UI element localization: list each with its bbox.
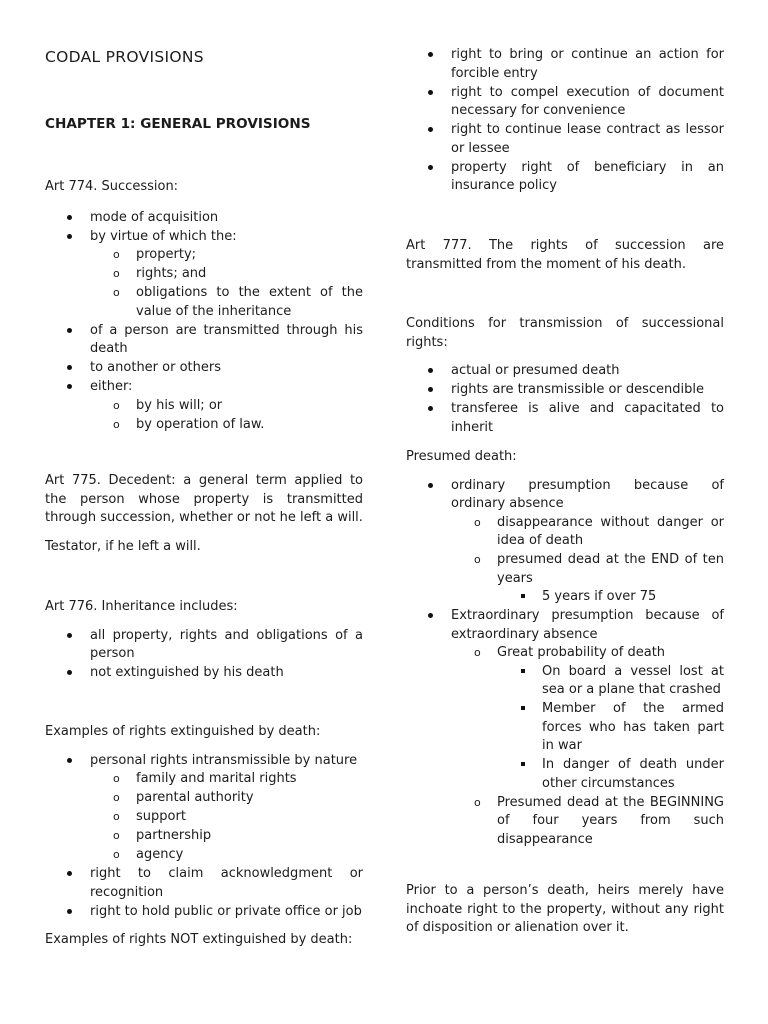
art-774-section: [45, 178, 363, 435]
list-item: ordinary presumption because of ordinary absence o disappearance without danger or idea of death o presumed dead at the END of ten years 5 years if over 75: [406, 477, 724, 607]
closing-text: Prior to a person’s death, heirs merely have inchoate right to the property, without any right of disposition or alienation over it.: [406, 883, 724, 935]
list-item: o presumed dead at the END of ten years 5 years if over 75: [451, 551, 724, 607]
list-item: right to continue lease contract as lessor or lessee: [406, 121, 724, 158]
document-heading: CODAL PROVISIONS: [45, 48, 204, 66]
list-item: o by operation of law.: [90, 416, 363, 435]
list-item: o property;: [90, 246, 363, 265]
list-item: actual or presumed death: [406, 362, 724, 381]
list-item: rights are transmissible or descendible: [406, 381, 724, 400]
rights-not-extinguished-list: [406, 46, 724, 196]
list-item: Extraordinary presumption because of extraordinary absence o Great probability of death On board a vessel lost at sea or a plane that crashed Member of the armed forces who has taken part in war In danger of death under other circumstances o Presumed dead at the BEGINNING of four years from such disappearance: [406, 607, 724, 849]
art-776-section: [45, 598, 363, 683]
list-item: o rights; and: [90, 265, 363, 284]
rights-not-extinguished-title: Examples of rights NOT extinguished by death:: [45, 932, 353, 947]
chapter-heading: CHAPTER 1: GENERAL PROVISIONS: [45, 116, 311, 132]
rights-not-extinguished-title-block: [45, 931, 363, 950]
conditions-title: Conditions for transmission of successional rights:: [406, 316, 724, 350]
art-776-title: Art 776. Inheritance includes:: [45, 599, 238, 614]
list-item: o parental authority: [90, 789, 363, 808]
presumed-death-title: Presumed death:: [406, 449, 517, 464]
list-item: o Great probability of death On board a vessel lost at sea or a plane that crashed Member of the armed forces who has taken part in war In danger of death under other circumstances: [451, 644, 724, 793]
list-item: property right of beneficiary in an insurance policy: [406, 159, 724, 196]
list-item: o family and marital rights: [90, 770, 363, 789]
list-item: o by his will; or: [90, 397, 363, 416]
list-item: o obligations to the extent of the value of the inheritance: [90, 284, 363, 321]
list-item: 5 years if over 75: [497, 588, 724, 607]
art-774-title: Art 774. Succession:: [45, 179, 179, 194]
testator-text: Testator, if he left a will.: [45, 538, 201, 554]
list-item: personal rights intransmissible by nature o family and marital rights o parental authority o support o partnership o agency: [45, 752, 363, 865]
list-item: all property, rights and obligations of a person: [45, 627, 363, 664]
conditions-section: [406, 315, 724, 438]
art-774-list: [45, 209, 363, 435]
list-item: not extinguished by his death: [45, 664, 363, 683]
list-item: In danger of death under other circumstances: [497, 756, 724, 793]
rights-extinguished-title: Examples of rights extinguished by death:: [45, 724, 321, 739]
list-item: o disappearance without danger or idea of death: [451, 514, 724, 551]
art-777-text: Art 777. The rights of succession are transmitted from the moment of his death.: [406, 238, 724, 272]
list-item: transferee is alive and capacitated to inherit: [406, 400, 724, 437]
list-item: On board a vessel lost at sea or a plane that crashed: [497, 663, 724, 700]
art-775-text: Art 775. Decedent: a general term applied to the person whose property is transmitted through succession, whether or not he left a will.: [45, 473, 363, 525]
list-item: right to hold public or private office or job: [45, 903, 363, 922]
art-777-section: [406, 237, 724, 274]
closing-section: [406, 882, 724, 938]
list-item: mode of acquisition: [45, 209, 363, 228]
list-item: right to compel execution of document necessary for convenience: [406, 84, 724, 121]
art-775-section: [45, 472, 363, 556]
rights-extinguished-section: [45, 723, 363, 922]
list-item: either: o by his will; or o by operation of law.: [45, 378, 363, 434]
list-item: right to bring or continue an action for forcible entry: [406, 46, 724, 83]
list-item: o support: [90, 808, 363, 827]
list-item: Member of the armed forces who has taken part in war: [497, 700, 724, 756]
list-item: by virtue of which the: o property; o rights; and o obligations to the extent of the value of the inheritance: [45, 228, 363, 322]
list-item: right to claim acknowledgment or recognition: [45, 865, 363, 902]
presumed-death-section: [406, 448, 724, 850]
list-item: to another or others: [45, 359, 363, 378]
list-item: of a person are transmitted through his death: [45, 322, 363, 359]
list-item: o Presumed dead at the BEGINNING of four years from such disappearance: [451, 794, 724, 850]
list-item: o partnership: [90, 827, 363, 846]
list-item: o agency: [90, 846, 363, 865]
